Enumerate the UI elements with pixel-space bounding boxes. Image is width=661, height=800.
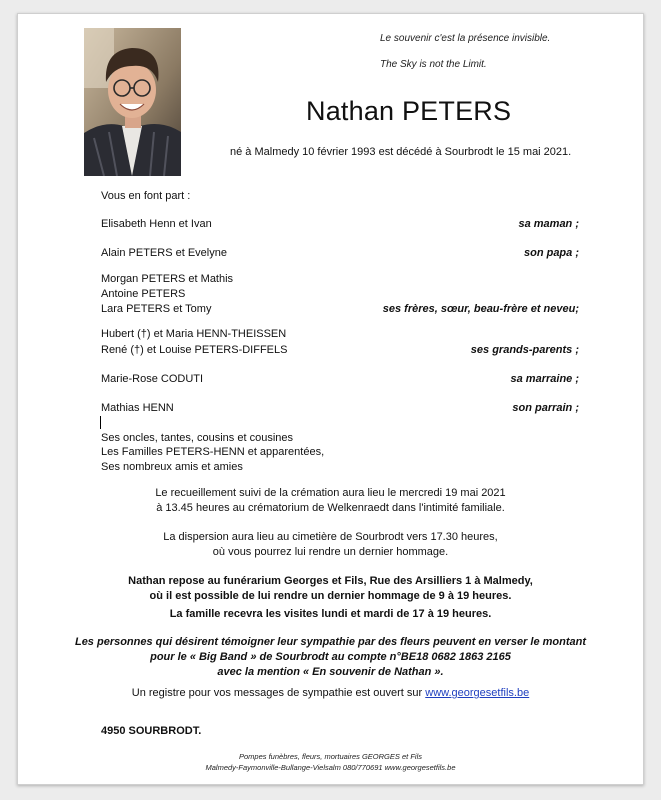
ceremony-line: à 13.45 heures au crématorium de Welkenraedt dans l'intimité familiale.	[156, 502, 505, 514]
others-line: Ses nombreux amis et amies	[101, 461, 243, 473]
flowers-text	[18, 635, 643, 680]
quote-2: The Sky is not the Limit.	[380, 59, 487, 70]
footer-line: Pompes funèbres, fleurs, mortuaires GEORGES et Fils	[239, 752, 422, 761]
registry-label: Un registre pour vos messages de sympathie est ouvert sur	[131, 687, 426, 699]
registry-link[interactable]: www.georgesetfils.be	[425, 687, 530, 699]
flowers-line: avec la mention « En souvenir de Nathan ».	[217, 666, 444, 678]
deceased-name: Nathan PETERS	[306, 96, 512, 126]
footer-line: Malmedy-Faymonville-Bullange-Vielsalm 080/770691 www.georgesetfils.be	[205, 763, 456, 772]
others-line: Les Familles PETERS-HENN et apparentées,	[101, 446, 325, 458]
family-name: René (†) et Louise PETERS-DIFFELS	[101, 344, 288, 356]
funerarium-text	[18, 574, 643, 604]
funerarium-line: où il est possible de lui rendre un dernier hommage de 9 à 19 heures.	[149, 590, 512, 602]
ceremony-line: Le recueillement suivi de la crémation aura lieu le mercredi 19 mai 2021	[155, 487, 506, 499]
visits-text: La famille recevra les visites lundi et mardi de 17 à 19 heures.	[169, 608, 492, 620]
family-name: Elisabeth Henn et Ivan	[101, 218, 212, 230]
address-line: 4950 SOURBRODT.	[101, 725, 202, 737]
text-cursor	[100, 416, 101, 429]
family-relation: son parrain ;	[512, 402, 579, 414]
family-name: Mathias HENN	[101, 402, 174, 414]
portrait-photo	[84, 28, 181, 176]
family-relation: son papa ;	[523, 247, 579, 259]
family-relation: ses frères, sœur, beau-frère et neveu;	[382, 303, 579, 315]
family-name: Lara PETERS et Tomy	[101, 303, 212, 315]
dispersion-line: où vous pourrez lui rendre un dernier hommage.	[212, 546, 449, 558]
family-name: Morgan PETERS et Mathis	[101, 273, 234, 285]
family-relation: sa maman ;	[518, 218, 579, 230]
dispersion-line: La dispersion aura lieu au cimetière de Sourbrodt vers 17.30 heures,	[163, 531, 498, 543]
family-relation: ses grands-parents ;	[470, 344, 579, 356]
birth-death-line: né à Malmedy 10 février 1993 est décédé à Sourbrodt le 15 mai 2021.	[230, 146, 572, 158]
family-name: Hubert (†) et Maria HENN-THEISSEN	[101, 328, 287, 340]
family-name: Marie-Rose CODUTI	[101, 373, 204, 385]
family-relation: sa marraine ;	[510, 373, 579, 385]
flowers-line: pour le « Big Band » de Sourbrodt au compte n°BE18 0682 1863 2165	[150, 651, 511, 663]
family-name: Antoine PETERS	[101, 288, 186, 300]
others-line: Ses oncles, tantes, cousins et cousines	[101, 432, 293, 444]
funerarium-line: Nathan repose au funérarium Georges et Fils, Rue des Arsilliers 1 à Malmedy,	[128, 575, 533, 587]
dispersion-text	[18, 530, 643, 560]
quote-1: Le souvenir c'est la présence invisible.	[380, 33, 551, 44]
ceremony-text	[18, 486, 643, 516]
intro-text: Vous en font part :	[101, 190, 191, 202]
footer	[18, 751, 643, 773]
obituary-page	[17, 13, 644, 785]
flowers-line: Les personnes qui désirent témoigner leur sympathie par des fleurs peuvent en verser le montant	[74, 636, 587, 648]
family-name: Alain PETERS et Evelyne	[101, 247, 227, 259]
registry-text	[18, 686, 643, 701]
